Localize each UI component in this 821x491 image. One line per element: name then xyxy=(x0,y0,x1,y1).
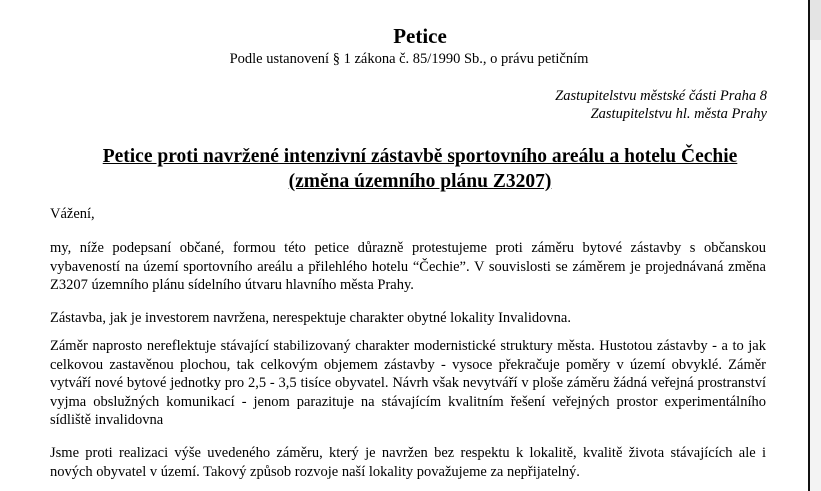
recipient-line: Zastupitelstvu hl. města Prahy xyxy=(590,106,767,122)
paragraph: Záměr naprosto nereflektuje stávající stabilizovaný charakter modernistické struktury města. Hustotou zástavby - a to jak celkovou zastavěnou plochou, tak celkovým objemem zástavby - vysoce překračuje poměry v území obvyklé. Záměr vytváří nové bytové jednotky pro 2,5 - 3,5 tisíce obyvatel. Návrh však nevytváří v ploše záměru žádná veřejná prostranství vyjma obslužných komunikací - jenom parazituje na stávajícím kvalitním řešení veřejných prostor experimentálního sídliště invalidovna xyxy=(50,338,766,428)
document-subtitle: Podle ustanovení § 1 zákona č. 85/1990 Sb., o právu petičním xyxy=(229,51,589,67)
petition-heading-line-2: (změna územního plánu Z3207) xyxy=(288,171,552,192)
paragraph: Zástavba, jak je investorem navržena, nerespektuje charakter obytné lokality Invalidovna. xyxy=(50,310,571,326)
paragraph: my, níže podepsaní občané, formou této petice důrazně protestujeme proti záměru bytové zástavby s občanskou vybaveností na území sportovního areálu a přilehlého hotelu “Čechie”. V souvislosti se záměrem je projednávaná změna Z3207 územního plánu sídelního útvaru hlavního města Prahy. xyxy=(50,240,766,293)
recipient-line: Zastupitelstvu městské části Praha 8 xyxy=(555,88,767,104)
paragraph: Jsme proti realizaci výše uvedeného záměru, který je navržen bez respektu k lokalitě, kvalitě života stávajících ale i nových obyvatel v území. Takový způsob rozvoje naší lokality považujeme za nepřijatelný. xyxy=(50,445,766,480)
greeting: Vážení, xyxy=(50,206,95,222)
petition-heading-line-1: Petice proti navržené intenzivní zástavbě sportovního areálu a hotelu Čechie xyxy=(102,146,738,167)
recipients-block xyxy=(555,87,767,123)
document-title: Petice xyxy=(393,24,447,48)
viewer-gutter-shade xyxy=(810,0,821,40)
viewer-gutter xyxy=(810,0,821,491)
